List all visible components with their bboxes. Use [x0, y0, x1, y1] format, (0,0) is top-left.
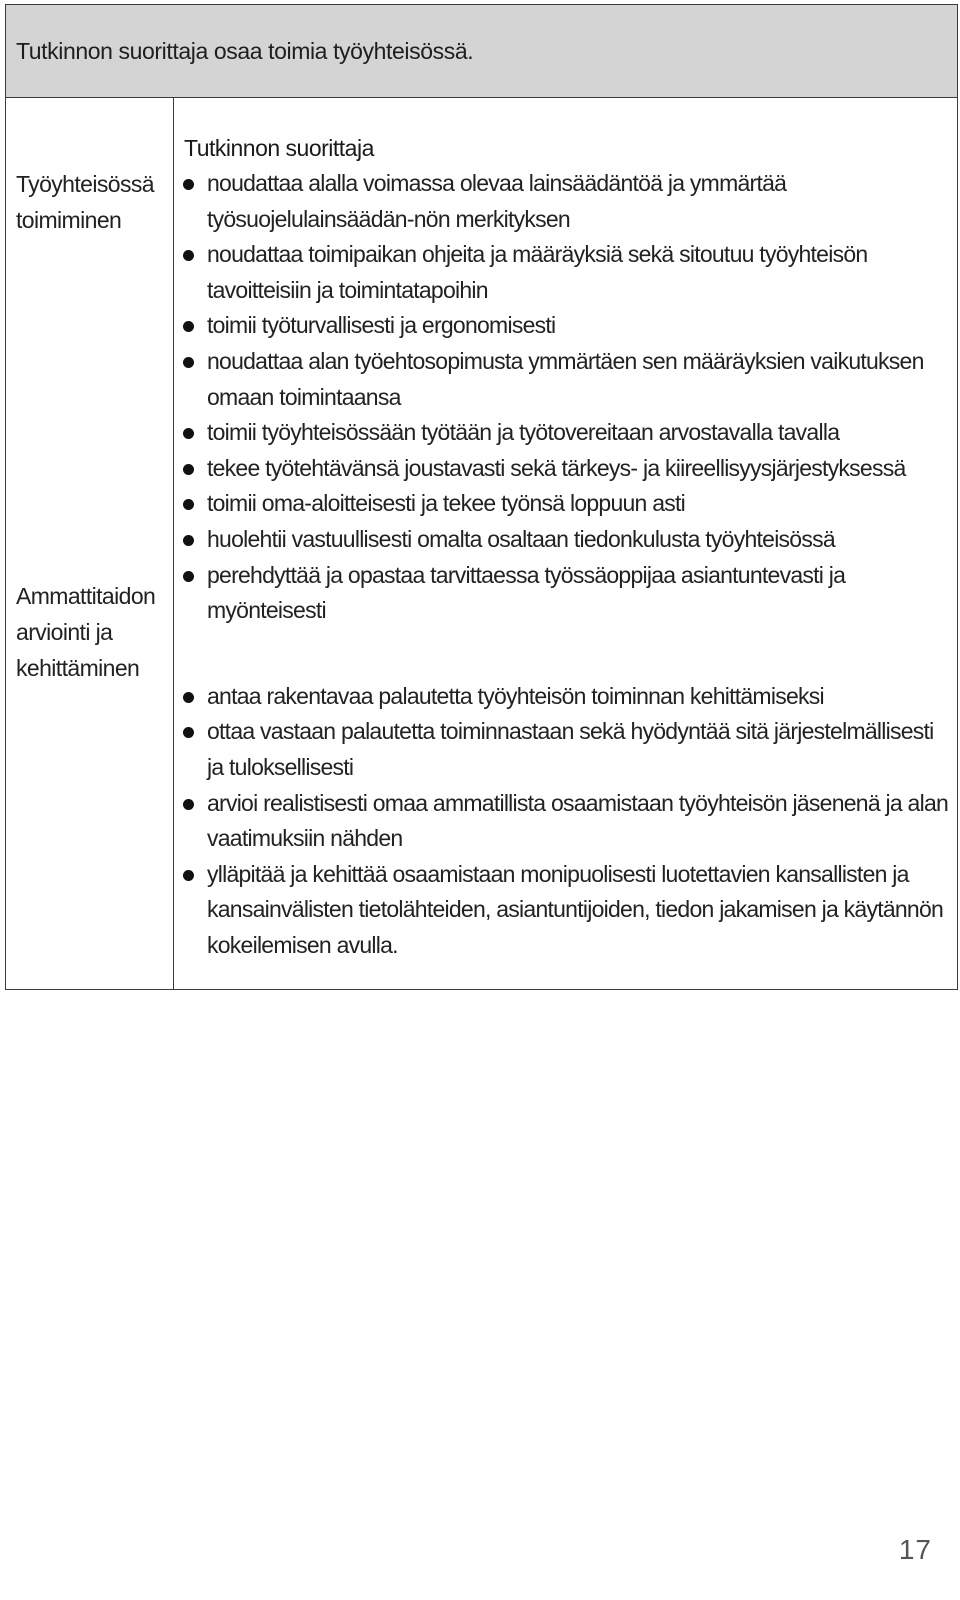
list-item	[174, 857, 949, 964]
list-item-text: perehdyttää ja opastaa tarvittaessa työssäoppijaa asiantuntevasti ja myönteisesti	[207, 561, 846, 624]
criteria-list-assessment	[174, 651, 957, 990]
list-item-text: noudattaa alan työehtosopimusta ymmärtäen sen määräyksien vaikutuksen omaan toimintaansa	[207, 347, 924, 410]
criteria-cell	[174, 98, 958, 990]
list-item	[174, 451, 949, 487]
list-item-text: arvioi realistisesti omaa ammatillista osaamistaan työyhteisön jäsenenä ja alan vaatimuksiin nähden	[207, 789, 949, 852]
bullet-icon	[183, 179, 194, 190]
list-item	[174, 415, 949, 451]
list-item-text: ottaa vastaan palautetta toiminnastaan sekä hyödyntää sitä järjestelmällisesti ja tuloksellisesti	[207, 718, 934, 780]
category-label-assessment	[6, 238, 173, 726]
bullet-icon	[183, 321, 194, 332]
category-label-line: Ammattitaidon	[16, 583, 156, 609]
category-label-line: toimiminen	[16, 207, 122, 233]
criteria-heading: Tutkinnon suorittaja	[184, 135, 374, 161]
bullet-icon	[183, 870, 194, 881]
list-item-text: huolehtii vastuullisesti omalta osaltaan tiedonkulusta työyhteisössä	[207, 525, 835, 552]
list-item-text: antaa rakentavaa palautetta työyhteisön toiminnan kehittämiseksi	[207, 682, 824, 709]
list-item	[174, 558, 949, 629]
list-item	[174, 308, 949, 344]
bullet-icon	[183, 799, 194, 810]
list-item-text: toimii työyhteisössään työtään ja työtovereitaan arvostavalla tavalla	[207, 419, 840, 446]
category-label-line: arviointi ja	[16, 619, 113, 645]
table-header	[6, 5, 958, 98]
list-item	[174, 237, 949, 308]
list-item	[174, 786, 949, 857]
criteria-list-working-community	[174, 166, 957, 651]
bullet-icon	[183, 499, 194, 510]
bullet-icon	[183, 464, 194, 475]
list-item-text: tekee työtehtävänsä joustavasti sekä tärkeys- ja kiireellisyysjärjestyksessä	[207, 454, 906, 481]
criteria-table	[5, 4, 958, 990]
category-label-line: Työyhteisössä	[16, 171, 154, 197]
list-item-text: noudattaa toimipaikan ohjeita ja määräyksiä sekä sitoutuu työyhteisön tavoitteisiin ja toimintatapoihin	[207, 241, 868, 303]
bullet-icon	[183, 571, 194, 582]
page-number: 17	[898, 1534, 932, 1565]
bullet-icon	[183, 692, 194, 703]
list-item	[174, 522, 949, 558]
bullet-icon	[183, 428, 194, 439]
list-item-text: toimii oma-aloitteisesti ja tekee työnsä loppuun asti	[207, 490, 686, 517]
bullet-icon	[183, 250, 194, 261]
bullet-icon	[183, 535, 194, 546]
list-item-text: toimii työturvallisesti ja ergonomisesti	[207, 312, 556, 339]
category-label-line: kehittäminen	[16, 655, 140, 681]
table-header-title: Tutkinnon suorittaja osaa toimia työyhteisössä.	[16, 37, 474, 64]
list-item	[174, 714, 949, 785]
category-label-working-community	[6, 98, 173, 238]
bullet-icon	[183, 727, 194, 738]
list-item	[174, 344, 949, 415]
category-label-cell	[6, 98, 174, 990]
list-item-text: ylläpitää ja kehittää osaamistaan monipuolisesti luotettavien kansallisten ja kansainvälisten tietolähteiden, asiantuntijoiden, tiedon jakamisen ja käytännön kokeilemisen avulla.	[207, 860, 944, 958]
list-item	[174, 166, 949, 237]
list-item-text: noudattaa alalla voimassa olevaa lainsäädäntöä ja ymmärtää työsuojelulainsäädän-nön merkityksen	[207, 170, 787, 232]
list-item	[174, 486, 949, 522]
bullet-icon	[183, 357, 194, 368]
list-item	[174, 679, 949, 715]
